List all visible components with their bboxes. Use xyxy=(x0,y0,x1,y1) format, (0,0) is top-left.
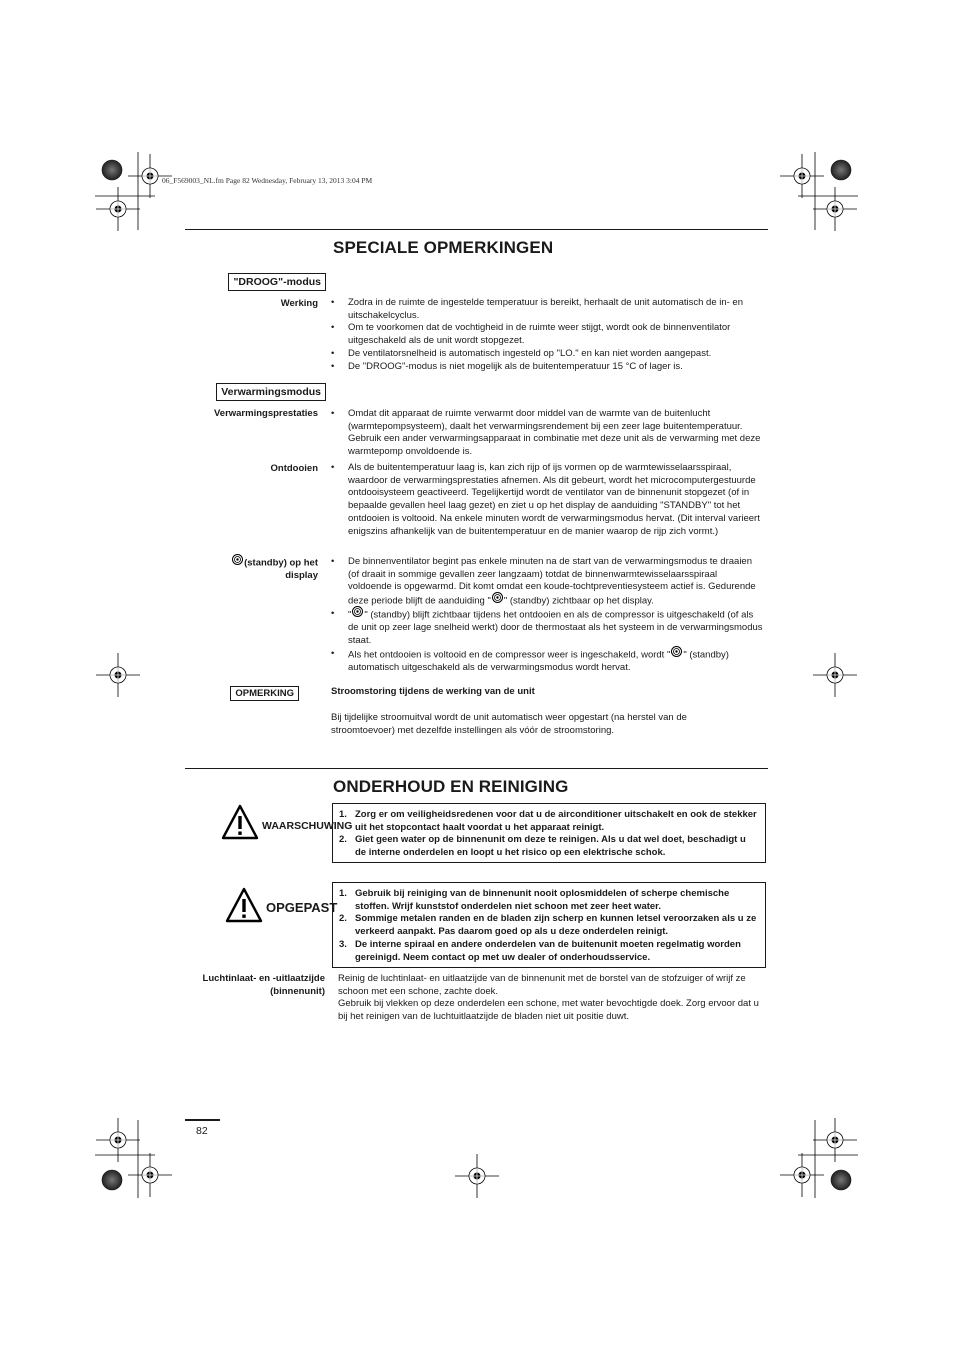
item-text: Giet geen water op de binnenunit om deze te reinigen. Als u dat wel doet, beschadigt u de interne onderdelen en loopt u het risico op een elektrische schok. xyxy=(355,834,746,859)
list-item xyxy=(339,913,757,938)
list-item: • Omdat dit apparaat de ruimte verwarmt door middel van de warmte van de buitenlucht (warmtepompsysteem), daalt het verwarmingsrendement bij een zeer lage buitentemperatuur. Gebruik een ander verwarmingsapparaat in combinatie met deze unit als de verwarming met deze warmtepomp onvoldoende is. xyxy=(331,408,763,459)
list-item xyxy=(339,939,757,964)
list-item xyxy=(339,809,757,834)
standby-label-line1: (standby) op het xyxy=(244,557,318,569)
waarschuwing-box xyxy=(332,803,766,863)
item-number: 2. xyxy=(339,913,347,925)
standby-text-c1: Als het ontdooien is voltooid en de compressor weer is ingeschakeld, wordt " xyxy=(348,649,671,661)
item-text: Zorg er om veiligheidsredenen voor dat u de airconditioner uitschakelt en ook de stekker uit het stopcontact haalt voordat u het apparaat reinigt. xyxy=(355,809,757,833)
label-verwarmingsprestaties: Verwarmingsprestaties xyxy=(213,408,318,419)
standby-text-b2: " (standby) blijft zichtbaar tijdens het ontdooien en als de compressor is uitgeschakeld (of als de unit op zeer lage snelheid werkt) door de thermostaat als het systeem in de verwarmingsmodus staat. xyxy=(348,609,763,646)
item-text: Gebruik bij reiniging van de binnenunit nooit oplosmiddelen of scherpe chemische stoffen. Wrijf kunststof onderdelen niet schoon met zeer heet water. xyxy=(355,888,730,912)
section-title-speciale-opmerkingen: SPECIALE OPMERKINGEN xyxy=(333,238,554,257)
prestaties-list xyxy=(331,408,763,459)
standby-list xyxy=(331,556,763,674)
waarschuwing-label: WAARSCHUWING xyxy=(262,820,353,832)
list-item: • De "DROOG"-modus is niet mogelijk als de buitentemperatuur 15 °C of lager is. xyxy=(331,361,763,374)
item-text: Sommige metalen randen en de bladen zijn scherp en kunnen letsel veroorzaken als u ze verkeerd aanpakt. Pas daarom goed op als u deze onderdelen reinigt. xyxy=(355,913,757,938)
opmerking-title: Stroomstoring tijdens de werking van de unit xyxy=(331,686,535,697)
page-number-rule xyxy=(185,1119,220,1121)
standby-label-line2: display xyxy=(285,569,318,581)
list-item: • De ventilatorsnelheid is automatisch ingesteld op "LO." en kan niet worden aangepast. xyxy=(331,348,763,361)
standby-icon xyxy=(492,592,503,608)
caution-triangle-icon xyxy=(225,887,263,923)
tag-verwarmingsmodus: Verwarmingsmodus xyxy=(216,383,326,401)
warning-triangle-icon xyxy=(221,804,259,840)
list-item xyxy=(339,888,757,913)
item-number: 1. xyxy=(339,888,347,899)
standby-icon xyxy=(352,606,363,622)
opgepast-label: OPGEPAST xyxy=(266,900,338,915)
list-item: • Zodra in de ruimte de ingestelde temperatuur is bereikt, herhaalt de unit automatisch de in- en uitschakelcyclus. xyxy=(331,297,763,322)
section-divider xyxy=(185,768,768,769)
standby-text-a2: " (standby) zichtbaar op het display. xyxy=(503,595,654,607)
standby-icon xyxy=(671,646,682,662)
list-item xyxy=(331,648,763,675)
luchtinlaat-label-line1: Luchtinlaat- en -uitlaatzijde xyxy=(202,973,325,984)
opgepast-box xyxy=(332,882,766,968)
droog-list xyxy=(331,297,763,373)
item-number: 1. xyxy=(339,809,347,820)
standby-text-c2: " (standby) automatisch uitgeschakeld als de verwarmingsmodus wordt hervat. xyxy=(348,649,729,673)
tag-droog-modus: "DROOG"-modus xyxy=(228,273,326,291)
list-item xyxy=(339,834,757,859)
waarschuwing-list xyxy=(339,809,757,860)
list-item xyxy=(331,556,763,608)
item-number: 3. xyxy=(339,938,347,950)
label-standby-display xyxy=(158,556,318,582)
list-item: • Om te voorkomen dat de vochtigheid in de ruimte weer stijgt, wordt ook de binnenventilator uitgeschakeld als de unit wordt stopgezet. xyxy=(331,322,763,347)
opgepast-list xyxy=(339,888,757,964)
standby-icon xyxy=(232,554,243,570)
luchtinlaat-label-line2: (binnenunit) xyxy=(270,985,325,997)
print-header-note: 06_F569003_NL.fm Page 82 Wednesday, February 13, 2013 3:04 PM xyxy=(162,176,373,185)
list-item: • Als de buitentemperatuur laag is, kan zich rijp of ijs vormen op de warmtewisselaarsspiraal, waardoor de verwarmingsprestaties afnemen. Als dit gebeurt, wordt het microcomputergestuurde ontdooisysteem geactiveerd. Tegelijkertijd wordt de ventilator van de binnenunit stopgezet (of in bepaalde gevallen heel laag gezet) en ziet u op het display de aanduiding "STANDBY" tot het ontdooien is voltooid. Na enkele minuten wordt de verwarmingsmodus hervat. (Dit interval varieert enigszins afhankelijk van de buitentemperatuur en de manier waarop de rijp zich vormt.) xyxy=(331,462,763,538)
label-ontdooien: Ontdooien xyxy=(270,463,318,474)
luchtinlaat-paragraph-2: Gebruik bij vlekken op deze onderdelen een schone, met water bevochtigde doek. Zorg ervoor dat u bij het reinigen van de luchtuitlaatzijde de bladen niet uit positie duwt. xyxy=(338,998,759,1022)
list-item xyxy=(331,608,763,647)
opmerking-text: Bij tijdelijke stroomuitval wordt de unit automatisch weer opgestart (na herstel van de stroomtoevoer) met dezelfde instellingen als vóór de stroomstoring. xyxy=(331,712,687,736)
section-title-onderhoud-en-reiniging: ONDERHOUD EN REINIGING xyxy=(333,777,569,796)
standby-text-b1: " xyxy=(348,609,352,621)
tag-opmerking: OPMERKING xyxy=(230,686,299,701)
standby-text-a1: De binnenventilator begint pas enkele minuten na de start van de verwarmingsmodus te draaien (of draait in sommige gevallen zeer langzaam) totdat de binnenwarmtewisselaarsspiraal voldoende is opgewarmd. Dit komt omdat een koude-tochtpreventiesysteem actief is. Gedurende deze periode blijft de aanduiding " xyxy=(348,556,756,607)
page-number: 82 xyxy=(196,1125,208,1137)
item-text: De interne spiraal en andere onderdelen van de buitenunit moeten regelmatig worden gereinigd. Neem contact op met uw dealer of onderhoudsservice. xyxy=(355,938,741,963)
ontdooien-list xyxy=(331,462,763,538)
section-divider xyxy=(185,229,768,230)
label-werking: Werking xyxy=(280,298,318,309)
item-number: 2. xyxy=(339,834,347,846)
luchtinlaat-paragraph-1: Reinig de luchtinlaat- en uitlaatzijde van de binnenunit met de borstel van de stofzuiger of wrijf ze schoon met een schone, zachte doek. xyxy=(338,973,746,997)
label-luchtinlaat xyxy=(145,973,325,998)
